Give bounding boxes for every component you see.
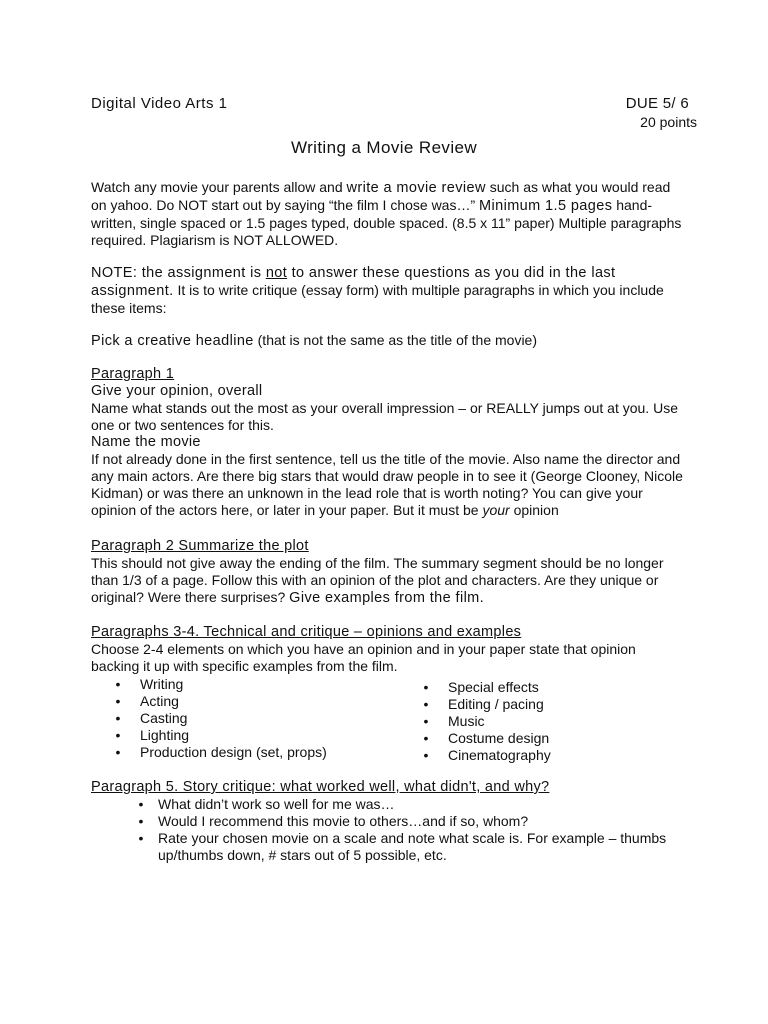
list-item — [419, 730, 551, 747]
bullet-icon: • — [423, 730, 429, 746]
bullet-icon: • — [115, 744, 121, 760]
list-item — [419, 747, 551, 764]
bullet-icon: • — [423, 713, 429, 729]
points-value: 20 points — [640, 114, 697, 130]
bullet-icon: • — [138, 813, 144, 829]
list-item — [419, 679, 551, 696]
paragraph1-subheading-name: Name the movie — [91, 434, 201, 450]
list-item — [134, 830, 684, 864]
headline-instruction — [91, 332, 684, 350]
bullet-icon: • — [138, 796, 144, 812]
note-emphasis-not: not — [265, 265, 288, 281]
list-item-label: What didn’t work so well for me was… — [158, 796, 395, 812]
list-item-label: Lighting — [140, 727, 190, 743]
elements-list-left — [111, 676, 327, 761]
list-item — [111, 727, 327, 744]
bullet-icon: • — [138, 830, 144, 846]
paragraph1-name-text — [91, 451, 684, 519]
paragraph5-list — [134, 796, 684, 864]
headline-label: Pick a creative headline — [91, 333, 254, 349]
intro-paragraph — [91, 179, 684, 249]
paragraph1-name-body: If not already done in the first sentence, tell us the title of the movie. Also name the director and any main actors. Are there big stars that would draw people in to see it (George Clooney, Nicole Kidman) or was there an unknown in the lead role that is worth noting? You can give your opinion of the actors here, or later in your paper. But it must be — [91, 451, 683, 518]
list-item-label: Writing — [140, 676, 184, 692]
headline-note: (that is not the same as the title of the movie) — [253, 332, 537, 348]
list-item-label: Costume design — [448, 730, 550, 746]
paragraph2-section — [91, 538, 684, 607]
paragraph5-heading: Paragraph 5. Story critique: what worked well, what didn't, and why? — [91, 779, 550, 795]
list-item-label: Production design (set, props) — [140, 744, 327, 760]
page-title: Writing a Movie Review — [290, 138, 478, 157]
paragraph1-name-emphasis: your — [482, 502, 510, 518]
list-item-label: Editing / pacing — [448, 696, 544, 712]
list-item-label: Acting — [140, 693, 179, 709]
paragraph2-emphasis: Give examples from the film. — [289, 590, 485, 606]
bullet-icon: • — [423, 747, 429, 763]
paragraph1-name-end: opinion — [509, 502, 559, 518]
list-item — [134, 813, 684, 830]
list-item — [134, 796, 684, 813]
course-name: Digital Video Arts 1 — [91, 95, 228, 112]
bullet-icon: • — [115, 710, 121, 726]
list-item-label: Music — [448, 713, 485, 729]
elements-list-right — [419, 679, 551, 764]
list-item — [111, 744, 327, 761]
intro-text-2: such as what you would read on yahoo. Do NOT start out by saying “the film I chose was…” — [91, 179, 671, 213]
paragraph1-heading: Paragraph 1 — [91, 366, 175, 382]
due-date: DUE 5/ 6 — [625, 95, 689, 112]
list-item — [419, 696, 551, 713]
note-text-2: to answer these questions as you did in the last assignment. — [91, 265, 616, 299]
paragraph1-subheading-opinion: Give your opinion, overall — [91, 383, 263, 399]
list-item-label: Casting — [140, 710, 188, 726]
list-item-label: Rate your chosen movie on a scale and note what scale is. For example – thumbs up/thumbs down, # stars out of 5 possible, etc. — [158, 830, 667, 863]
intro-emphasis-minimum: Minimum 1.5 pages — [479, 198, 613, 214]
list-item-label: Cinematography — [448, 747, 551, 763]
paragraphs34-text: Choose 2-4 elements on which you have an opinion and in your paper state that opinion backing it up with specific examples from the film. — [91, 641, 636, 674]
bullet-icon: • — [423, 679, 429, 695]
paragraph1-section — [91, 366, 684, 519]
paragraphs34-section — [91, 624, 684, 675]
intro-emphasis-review: write a movie review — [346, 180, 486, 196]
list-item — [111, 676, 327, 693]
list-item — [111, 693, 327, 710]
list-item — [111, 710, 327, 727]
paragraph1-opinion-text: Name what stands out the most as your overall impression – or REALLY jumps out at you. Use one or two sentences for this. — [91, 400, 678, 433]
bullet-icon: • — [115, 727, 121, 743]
intro-text-1: Watch any movie your parents allow and — [91, 179, 347, 195]
paragraph2-body: This should not give away the ending of the film. The summary segment should be no longer than 1/3 of a page. Follow this with an opinion of the plot and characters. Are they unique or original? Were there surprises? — [91, 555, 664, 605]
paragraph2-heading: Paragraph 2 Summarize the plot — [91, 538, 309, 554]
paragraph2-text — [91, 555, 684, 607]
note-text-1: NOTE: the assignment is — [91, 265, 266, 281]
paragraph5-section — [91, 779, 684, 796]
note-text-3: It is to write critique (essay form) with multiple paragraphs in which you include these items: — [91, 282, 664, 316]
bullet-icon: • — [423, 696, 429, 712]
paragraphs34-heading: Paragraphs 3-4. Technical and critique – opinions and examples — [91, 624, 522, 640]
intro-text-3: hand-written, single spaced or 1.5 pages typed, double spaced. (8.5 x 11” paper) Multiple paragraphs required. Plagiarism is NOT ALLOWED. — [91, 197, 682, 248]
list-item-label: Special effects — [448, 679, 539, 695]
list-item — [419, 713, 551, 730]
list-item-label: Would I recommend this movie to others…and if so, whom? — [158, 813, 529, 829]
bullet-icon: • — [115, 693, 121, 709]
bullet-icon: • — [115, 676, 121, 692]
note-paragraph — [91, 264, 684, 317]
